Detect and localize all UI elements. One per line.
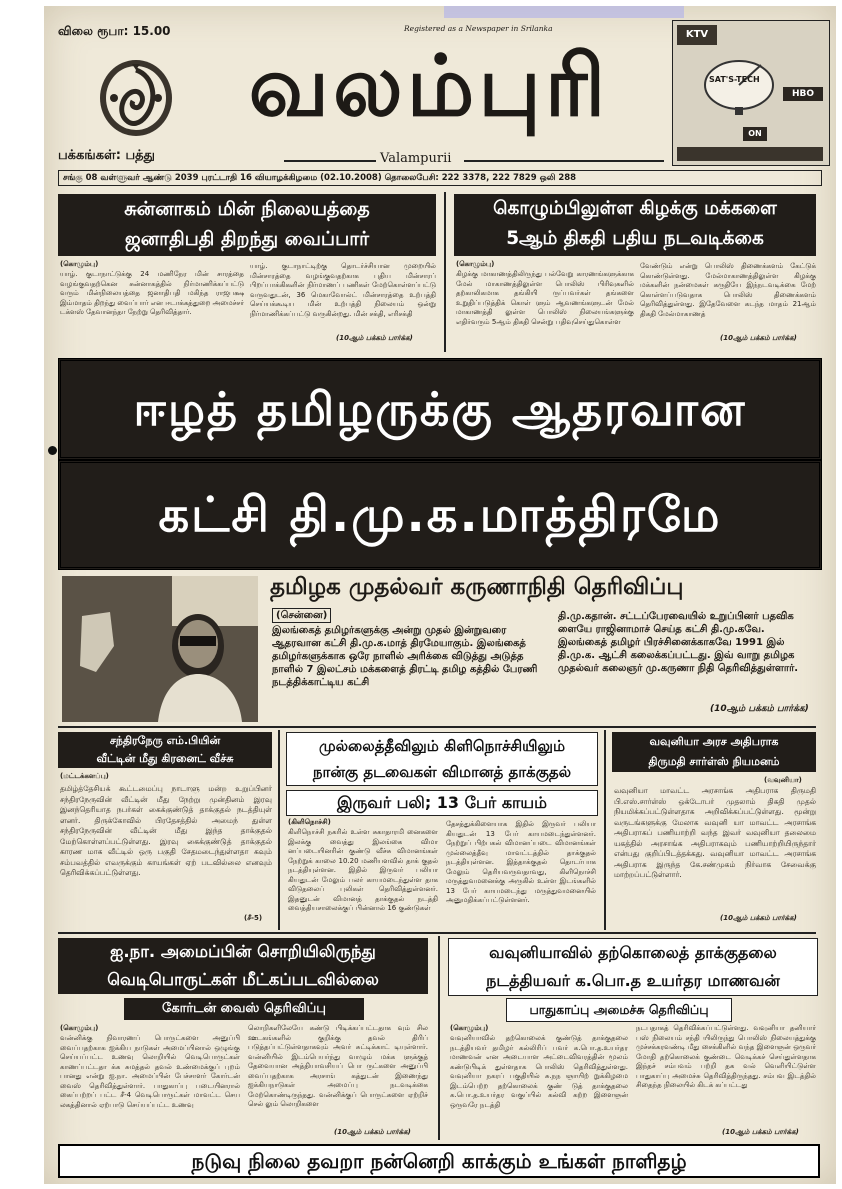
- story-column: இலங்கைத் தமிழர்களுக்கு அன்று முதல் இன்றுவரை ஆதரவான கட்சி தி.மு.க.மாத் திரமேயாகும். இலங்கைத் தமிழர்களுக்காக ஒரே நாளில் அரிக்கை விடுத்து அடுத்த நாளில் 7 இலட்சம் மக்களைத் திரட்டி தமிழ கத்தில் பேரணி நடத்திக்காட்டிய கட்சி: [272, 625, 538, 688]
- story-column: யாழ். குடாநாட்டிற்கு தொடர்ச்சியான முறையில் மின்சாரத்தை வழங்குவதற்காக புதிய மின்சாரப் பிறப்பாக்கிகளின் நிர்மாணப் பணிகள் மேற்கொள்ளப்பட்டு வருவதுடன், 36 மெகாவோல்ட் மின்சாரத்தை உற்பத்தி செய்யக்கூடிய மின் உற்பத்தி நிலையம் ஒன்று நிர்மாணிக்கப்பட்டு வருகின்றது. மின் சக்தி, எரிசக்தி: [250, 262, 436, 318]
- banner-line-1: ஈழத் தமிழருக்கு ஆதரவான: [58, 358, 822, 460]
- ad-footer-bar: [677, 147, 823, 161]
- headline-line: நடத்தியவர் க.பொ.த உயர்தர மாணவன்: [486, 971, 780, 990]
- headline-suicide-attack: [448, 938, 818, 996]
- newspaper-page: [44, 6, 836, 1184]
- dateline: (மட்டக்களப்பு): [60, 772, 109, 780]
- ad-brand: SAT'S-TECH: [709, 75, 760, 84]
- conch-logo: [96, 56, 176, 138]
- masthead-english: Valampurii: [380, 151, 452, 166]
- headline-line: நான்கு தடவைகள் விமானத் தாக்குதல்: [312, 763, 572, 781]
- headline-line: முல்லைத்தீவிலும் கிளிநொச்சியிலும்: [318, 737, 566, 755]
- channel-logo-hbo: HBO: [783, 87, 823, 101]
- headline-line: ஜனாதிபதி திறந்து வைப்பார்: [124, 228, 370, 250]
- karunanidhi-photo: [62, 576, 258, 722]
- continued-note: (10ஆம் பக்கம் பார்க்க): [722, 1128, 799, 1136]
- headline-airstrike: [286, 732, 598, 786]
- continued-note: (10ஆம் பக்கம் பார்க்க): [710, 704, 809, 714]
- headline-line: சுன்னாகம் மின் நிலையத்தை: [124, 198, 370, 220]
- continued-note: (சீ-5): [244, 914, 263, 922]
- channel-logo-on: ON: [743, 127, 767, 141]
- headline-line: வெடிபொருட்கள் மீட்கப்படவில்லை: [107, 970, 379, 989]
- lead-headline: தமிழக முதல்வர் கருணாநிதி தெரிவிப்பு: [270, 574, 684, 600]
- story-column: நடபதாகத் தெரிவிக்கப்பட்டுள்ளது. வவுனியா தனியார் பஸ் நிலையம் சந்தி யிலிருந்து பொலிஸ் நிலையத்துக்கு முச்சக்கரவண்டி மீது சைக்கிளில் வந்த இளைஞன் ஒருவர் மோதி தற்கொலைக் குண்டை வெடிக்கச் செய்துள்ளதாக இந்தச் சம்பவம் பற்றி தக வல் வெளியிட்டுள்ள பாதுகாப்பு அமைச்சு தெரிவித்திருந்தது. சம்பவ இடத்தில் சிதைந்த நிலையில் கிடக் கப்பட்டது: [636, 1024, 816, 1089]
- headline-line: வவுனியாவில் தற்கொலைத் தாக்குதலை: [489, 943, 777, 962]
- story-column: கிளிநொச்சி நகரில் உள்ள சுகாதாரமி னைகளை இலக்கு வைத்து இலங்கை விமா னப்படையினரின் குண்டு வீச்சு விமானங்கள் நேற்றுக் காலை 10.20 மணியளவில் தாக் குதல் நடத்தியுள்ளன. இதில் இருவர் பலியா கியதுடன் மேலும் பலர் காயமடைந்துள்ள தாக விடுதலைப் புலிகள் தெரிவித்துள்ளனர். இதனுடன் விமானத் தாக்குதல் நடத்தி வைத்தியசாலைக்குப் பின்னால் 16 குண்டுகள்: [288, 828, 438, 912]
- story-column: வன்னிக்கு நிவாரணப் பொருட்களை அனுப்பி வைப்பதற்காக ஐக்கிய நாடுகள் அமைப்பினால் ஒழுங்கு செய்யப்பட்ட உணவு லொறியில் வெடிபொருட்கள் காணப்பட்டதா க்க சுமத்தல் தவல் உண்மைக்குப் புறம் பானது என்று ஐ.நா. அமைப்பின் பேச்சாளர் கோர்டன் வைஸ் தெரிவித்துள்ளார். பாதுகாப்பு படையினரால் கைப்பற்றப் பட்ட சீ-4 வெடிபொருட்கள் மாவட்ட செய லகத்தினால் ஏற்பாடு செய்யப்பட்ட உணவு: [60, 1034, 240, 1109]
- headline-grenade: [58, 732, 272, 768]
- story-body: தமிழ்த்தேசியக் கூட்டமைப்பு நாடாளு மன்ற உறுப்பினர் சந்திரநேருவின் வீட்டின் மீது நேற்று முன்தினம் இரவு இனந்தெரியாத நபர்கள் கைக்குண்டுத் தாக்குதல் நடத்தியுள் ளனர். திருக்கோவில் பிரதேசத்தில் அமைந் துள்ள சந்திரநேருவின் வீட்டின் மீது இந்த தாக்குதல் மேற்கொள்ளப்பட்டுள்ளது. இரவு கைக்குண்டுத் தாக்குதல் காரண மாக வீட்டில் ஒரு பகுதி சேதமடைந்துள்ளதா கவும் சம்பவத்தில் எவருக்கும் காயங்கள் ஏற் படவில்லை எனவும் தெரிவிக்கப்பட்டுள்ளது.: [60, 784, 272, 877]
- continued-note: (10ஆம் பக்கம் பார்க்க): [720, 914, 797, 922]
- dateline: (வவுனியா): [764, 776, 802, 784]
- ink-stamp: [444, 6, 684, 18]
- story-column: யாழ். குடாநாட்டுக்கு 24 மணிநேர மின் சாரத்தை வழங்குவதற்கென சுன்னாகத்தில் நிர்மாணிக்கப்பட்டு வரும் மின்நிலையத்தை ஜனாதிபதி மகிந்த ராஜபக்ஷ இம்மாதம் திறந்து வைப்பார் என ஈடாக்கத்துறை அமைச்சர் டக்ளஸ் தேவானந்தா நேற்று தெரிவித்தார்.: [60, 270, 244, 316]
- dateline-bar: சங்கு 08 வள்ளுவர் ஆண்டு 2039 புரட்டாதி 16 வியாழக்கிழமை (02.10.2008) தொலைபேசி: 222 3378, 222 7829 ஒலி 288: [58, 170, 822, 186]
- headline-line: சந்திரநேரு எம்.பியின்: [109, 734, 221, 747]
- story-body: வவுனியா மாவட்ட அரசாங்க அதிபராக திருமதி பி.எஸ்.சார்ள்ஸ் ஒக்டோபர் முதலாம் திகதி முதல் நியமிக்கப்பட்டுள்ளதாக அறிவிக்கப்பட்டுள்ளது. மூன்று வருடங்களுக்கு மேலாக வவுனி யா மாவட்ட அரசாங்க அதிபராகப் பணியாற்றி வந்த இவர் வவுனியா தலைமை யகத்தில் அரசாங்க அதிபராகவும் பணியாற்றியிருந்தார் என்பது குறிப்பிடத்தக்கது. வவுனியா மாவட்ட அரசாங்க அதிபராக இருந்த கே.சண்முகம் நிர்வாக சேவைக்கு மாற்றப்பட்டுள்ளார்.: [614, 786, 816, 879]
- story-column: வேண்டும் என்று பொலிஸ் திணைக்களம் கேட்டுக் கொண்டுள்ளது. மேல்மாகாணத்திலுள்ள கிழக்கு மக்களின் நன்மைகள் கருதியே இந்நடவடிக்கை மேற் கொள்ளப்படுவதாக பொலிஸ் திணைக்களம் தெரிவித்துள்ளது. இதேவேளை கடந்த மாதம் 21ஆம் திகதி மேல்மாகாணத்: [640, 262, 816, 318]
- dateline: (சென்னை): [272, 608, 331, 623]
- headline-line: வவுனியா அரச அதிபராக: [649, 735, 779, 748]
- subhead-casualties: இருவர் பலி; 13 பேர் காயம்: [286, 790, 598, 816]
- story-column: வவுனியாவில் தற்கொலைக் குண்டுத் தாக்குதலை நடத்தியவர் தமிழர் கல்லிரிப் பவர் க.பொ.த.உயர்தர மாணவன் என அடையாள அட்டைவிவரத்தின் மூலம் கண்டுபிடிக் துள்ளதாக பொலிஸ் தெரிவித்துள்ளது. வவுனியா நகரப் பகுதியில் சு.நந ஞாயிற் றுக்கிழமை இடம்பெற்ற தற்கொலைக் குண் டுத் தாக்குதலை க.பொ.த.உயர்தர வகுப்பில் கல்வி கற்ற இளைஞன் ஒருவரே நடத்தி: [450, 1034, 628, 1109]
- story-column: தேசத்துக்கிளையாக இதில் இருவர் பலியா கியதுடன் 13 பேர் காயமடைந்துள்ளனர். நேற்றுப் பிற்பகல் விமானப்படை விமானங்கள் முல்லைத்தீவு மாவட்டத்தில் தாக்குதல் நடத்தியுள்ளன. இத்தாக்குதல் தொடர்பாக மேலும் தெரியவருவதாவது, கிளிநொச்சி மருத்துவமனைக்கு அருகில் உள்ள இடங்களில் 13 பேர் காயமடைந்து மருத்துவமனையில் அனுமதிக்கப்பட்டுள்ளனர்.: [446, 820, 596, 904]
- price: விலை ரூபா: 15.00: [58, 24, 171, 38]
- subhead-defence-ministry: பாதுகாப்பு அமைச்சு தெரிவிப்பு: [506, 998, 732, 1022]
- footer-slogan: நடுவு நிலை தவறா நன்னெறி காக்கும் உங்கள் நாளிதழ்: [58, 1144, 820, 1178]
- banner-line-2: கட்சி தி.மு.க.மாத்திரமே: [58, 460, 822, 570]
- story-column: கிழக்கு மாகாணத்திலிருந்து பல்வேறு காரணங்களுக்காக மேல் மாகாணத்திலுள்ள பொலிஸ் பிரிவுகளில் தற்காலிகமாக தங்கியி ருப்பவர்கள் தங்களை உறுதிப்படுத்திக் கொள் ளும் ஆவணங்களுடன் மேல் மாகாணத்தி லுள்ள பொலிஸ் நிலையங்களுக்கு எதிர்வரும் 5ஆம் திகதி சென்று பதிவுசெய்துகொள்ள: [456, 270, 634, 326]
- masthead-title: வலம்புரி: [248, 37, 610, 135]
- headline-line: திருமதி சார்ள்ஸ் நியமனம்: [648, 755, 780, 768]
- headline-un-lorry: [58, 938, 428, 994]
- continued-note: (10ஆம் பக்கம் பார்க்க): [720, 334, 797, 342]
- satellite-ad: [672, 20, 830, 166]
- headline-sunnakam: [58, 194, 436, 256]
- dateline: (கொழும்பு): [60, 260, 99, 268]
- headline-line: ஐ.நா. அமைப்பின் சொறியிலிருந்து: [110, 942, 376, 961]
- dateline: (கொழும்பு): [450, 1024, 489, 1032]
- channel-logo-ktv: KTV: [677, 25, 717, 45]
- story-column: லொறிகளிலேயே கண்டு பிடிக்கப்பட்டதாக வும் சில ஊடகங்களில் குறிக்கு தவல் திரிப் படுத்தப்பட்டுள்ளதாகவும் அவர் சுட்டிக்காட் டியுள்ளார். வன்னியில் இடம்பெயர்ந்து வாழும் மக்க ளுக்குத் தேவையான அத்தியாவசியப் பொ ருட்களை அனுப்பி வைப்பதற்காக அரசாங் கத்துடன் இணைந்து ஐக்கியநாடுகள் அமைப்பு நடவடிக்கை மேற்கொண்டிருந்தது. வன்னிக்குப் பொருட்களை ஏற்றிச் செல் லும் லொறிகளை: [248, 1024, 428, 1108]
- story-column: தி.மு.கதான். சட்டப்பேரவையில் உறுப்பினர் பதவிக ளையே ராஜினாமாச் செய்த கட்சி தி.மு.கவே. இலங்கைத் தமிழர் பிரச்சினைக்காகவே 1991 இல் தி.மு.க. ஆட்சி கலைக்கப்பட்டது. இவ் வாறு தமிழக முதல்வர் கலைஞர் மு.கருணா நிதி தெரிவித்துள்ளார்.: [558, 611, 799, 674]
- dateline: (கொழும்பு): [60, 1024, 99, 1032]
- headline-line: 5ஆம் திகதி பதிய நடவடிக்கை: [506, 228, 764, 249]
- headline-vavuniya-ga: [612, 732, 816, 772]
- dateline: (கிளிநொச்சி): [288, 818, 331, 826]
- page-count: பக்கங்கள்: பத்து: [58, 148, 155, 163]
- continued-note: (10ஆம் பக்கம் பார்க்க): [334, 1128, 411, 1136]
- headline-colombo-east: [454, 194, 816, 256]
- satellite-dish-icon: [701, 55, 777, 115]
- subhead-gordon-weiss: கோர்டன் வைஸ் தெரிவிப்பு: [124, 998, 364, 1020]
- headline-line: வீட்டின் மீது கிரனைட் வீச்சு: [96, 752, 234, 765]
- headline-line: கொழும்பிலுள்ள கிழக்கு மக்களை: [493, 198, 777, 219]
- registered-note: Registered as a Newspaper in Srilanka: [404, 24, 553, 33]
- continued-note: (10ஆம் பக்கம் பார்க்க): [336, 334, 413, 342]
- punch-hole: [48, 446, 57, 455]
- dateline: (கொழும்பு): [456, 260, 495, 268]
